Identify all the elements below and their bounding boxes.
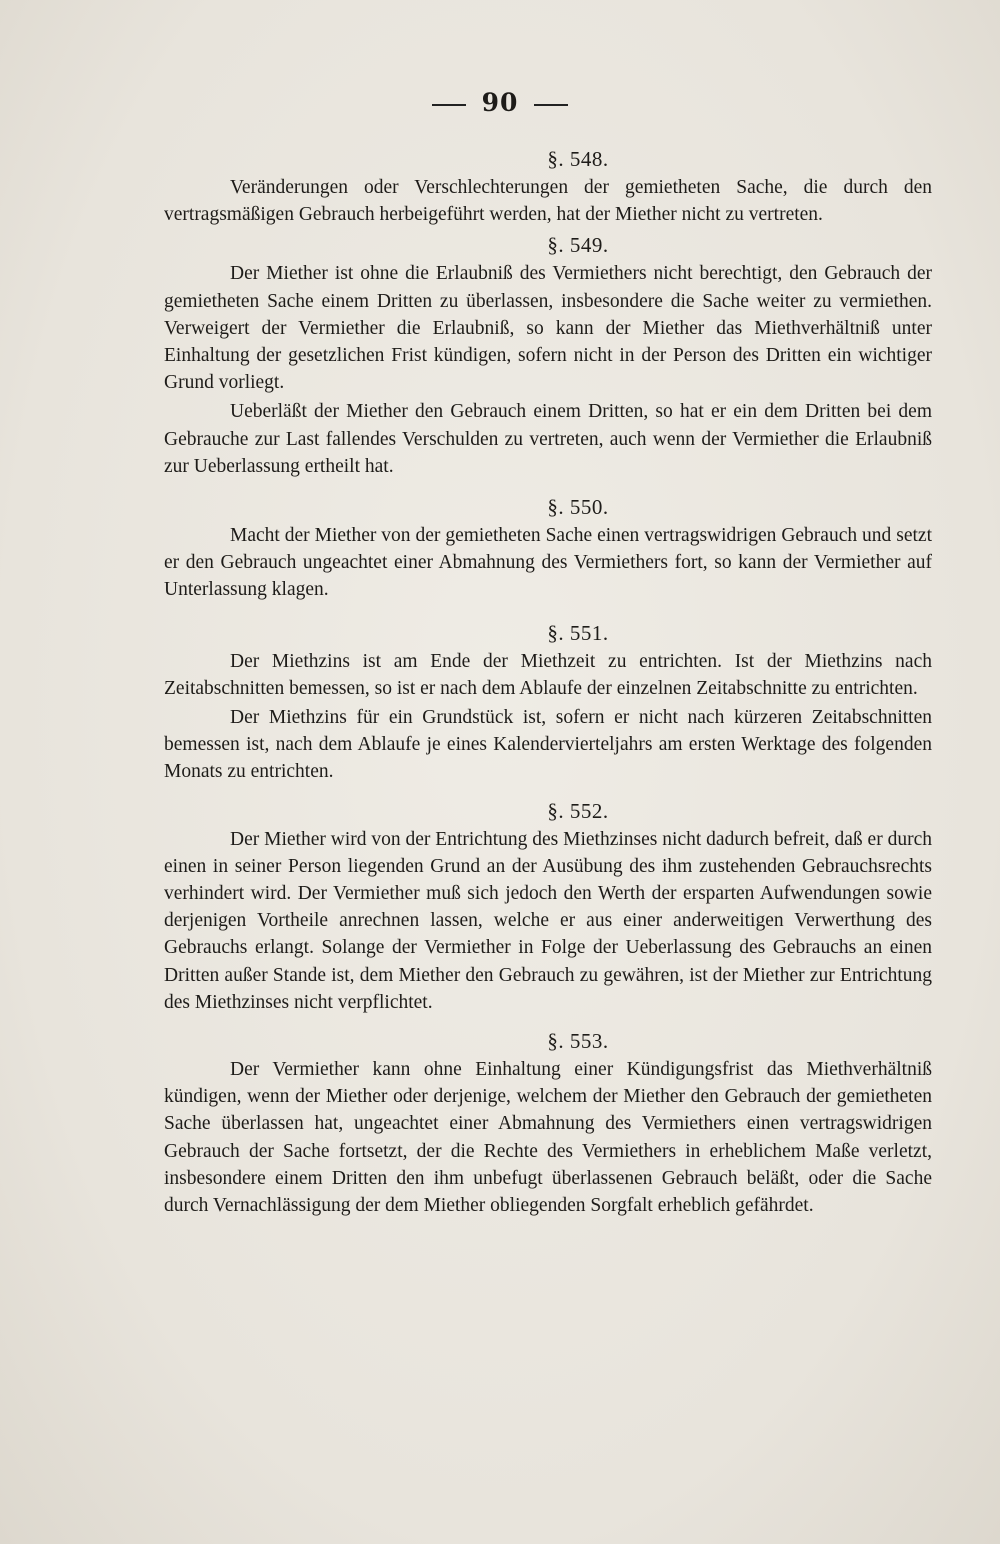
section-553 xyxy=(164,1026,932,1219)
section-heading: §. 551. xyxy=(547,620,609,645)
section-heading: §. 549. xyxy=(547,233,609,258)
header-dash-left xyxy=(432,104,466,106)
section-paragraph: Der Miethzins für ein Grundstück ist, sofern er nicht nach kürzeren Zeitabschnitten bemessen ist, nach dem Ablaufe je eines Kalendervierteljahrs am ersten Werktage des folgenden Monats zu entrichten. xyxy=(164,707,932,783)
section-548 xyxy=(164,144,932,228)
section-paragraph: Macht der Miether von der gemietheten Sache einen vertragswidrigen Gebrauch und setzt er den Gebrauch ungeachtet einer Abmahnung des Vermiethers fort, so kann der Vermiether auf Unterlassung klagen. xyxy=(164,525,932,601)
section-552 xyxy=(164,796,932,1016)
section-paragraph: Der Miether ist ohne die Erlaubniß des Vermiethers nicht berechtigt, den Gebrauch der gemietheten Sache einem Dritten zu überlassen, insbesondere die Sache weiter zu vermiethen. Verweigert der Vermiether die Erlaubniß, so kann der Miether das Miethverhältniß unter Einhaltung der gesetzlichen Frist kündigen, sofern nicht in der Person des Dritten ein wichtiger Grund vorliegt. xyxy=(164,263,932,394)
section-paragraph: Der Miether wird von der Entrichtung des Miethzinses nicht dadurch befreit, daß er durch einen in seiner Person liegenden Grund an der Ausübung des ihm zustehenden Gebrauchsrechts verhindert wird. Der Vermiether muß sich jedoch den Werth der ersparten Aufwendungen sowie derjenigen Vortheile anrechnen lassen, welche er aus einer anderweitigen Verwerthung des Gebrauchs erlangt. Solange der Vermiether in Folge der Ueberlassung des Gebrauchs an einen Dritten außer Stande ist, dem Miether den Gebrauch zu gewähren, ist der Miether zur Entrichtung des Miethzinses nicht verpflichtet. xyxy=(164,828,932,1013)
section-heading: §. 552. xyxy=(547,798,609,823)
section-heading: §. 553. xyxy=(547,1029,609,1054)
section-paragraph: Veränderungen oder Verschlechterungen der gemietheten Sache, die durch den vertragsmäßigen Gebrauch herbeigeführt werden, hat der Miether nicht zu vertreten. xyxy=(164,177,932,226)
page-body xyxy=(164,144,932,1219)
section-paragraph: Ueberläßt der Miether den Gebrauch einem Dritten, so hat er ein dem Dritten bei dem Gebrauche zur Last fallendes Verschulden zu vertreten, auch wenn der Vermiether die Erlaubniß zur Ueberlassung ertheilt hat. xyxy=(164,401,932,477)
page-header xyxy=(0,88,1000,117)
section-heading: §. 550. xyxy=(547,495,609,520)
header-dash-right xyxy=(534,104,568,106)
section-551 xyxy=(164,618,932,786)
section-549 xyxy=(164,230,932,480)
section-paragraph: Der Vermiether kann ohne Einhaltung einer Kündigungsfrist das Miethverhältniß kündigen, wenn der Miether oder derjenige, welchem der Miether den Gebrauch der gemietheten Sache überlassen hat, ungeachtet einer Abmahnung des Vermiethers einen vertragswidrigen Gebrauch der Sache fortsetzt, der die Rechte des Vermiethers in erheblichem Maße verletzt, insbesondere einem Dritten den ihm unbefugt überlassenen Gebrauch beläßt, oder die Sache durch Vernachlässigung der dem Miether obliegenden Sorgfalt erheblich gefährdet. xyxy=(164,1059,932,1217)
section-550 xyxy=(164,492,932,604)
section-paragraph: Der Miethzins ist am Ende der Miethzeit zu entrichten. Ist der Miethzins nach Zeitabschnitten bemessen, so ist er nach dem Ablaufe der einzelnen Zeitabschnitte zu entrichten. xyxy=(164,650,932,699)
page-number: 90 xyxy=(481,88,519,117)
section-heading: §. 548. xyxy=(547,147,609,171)
